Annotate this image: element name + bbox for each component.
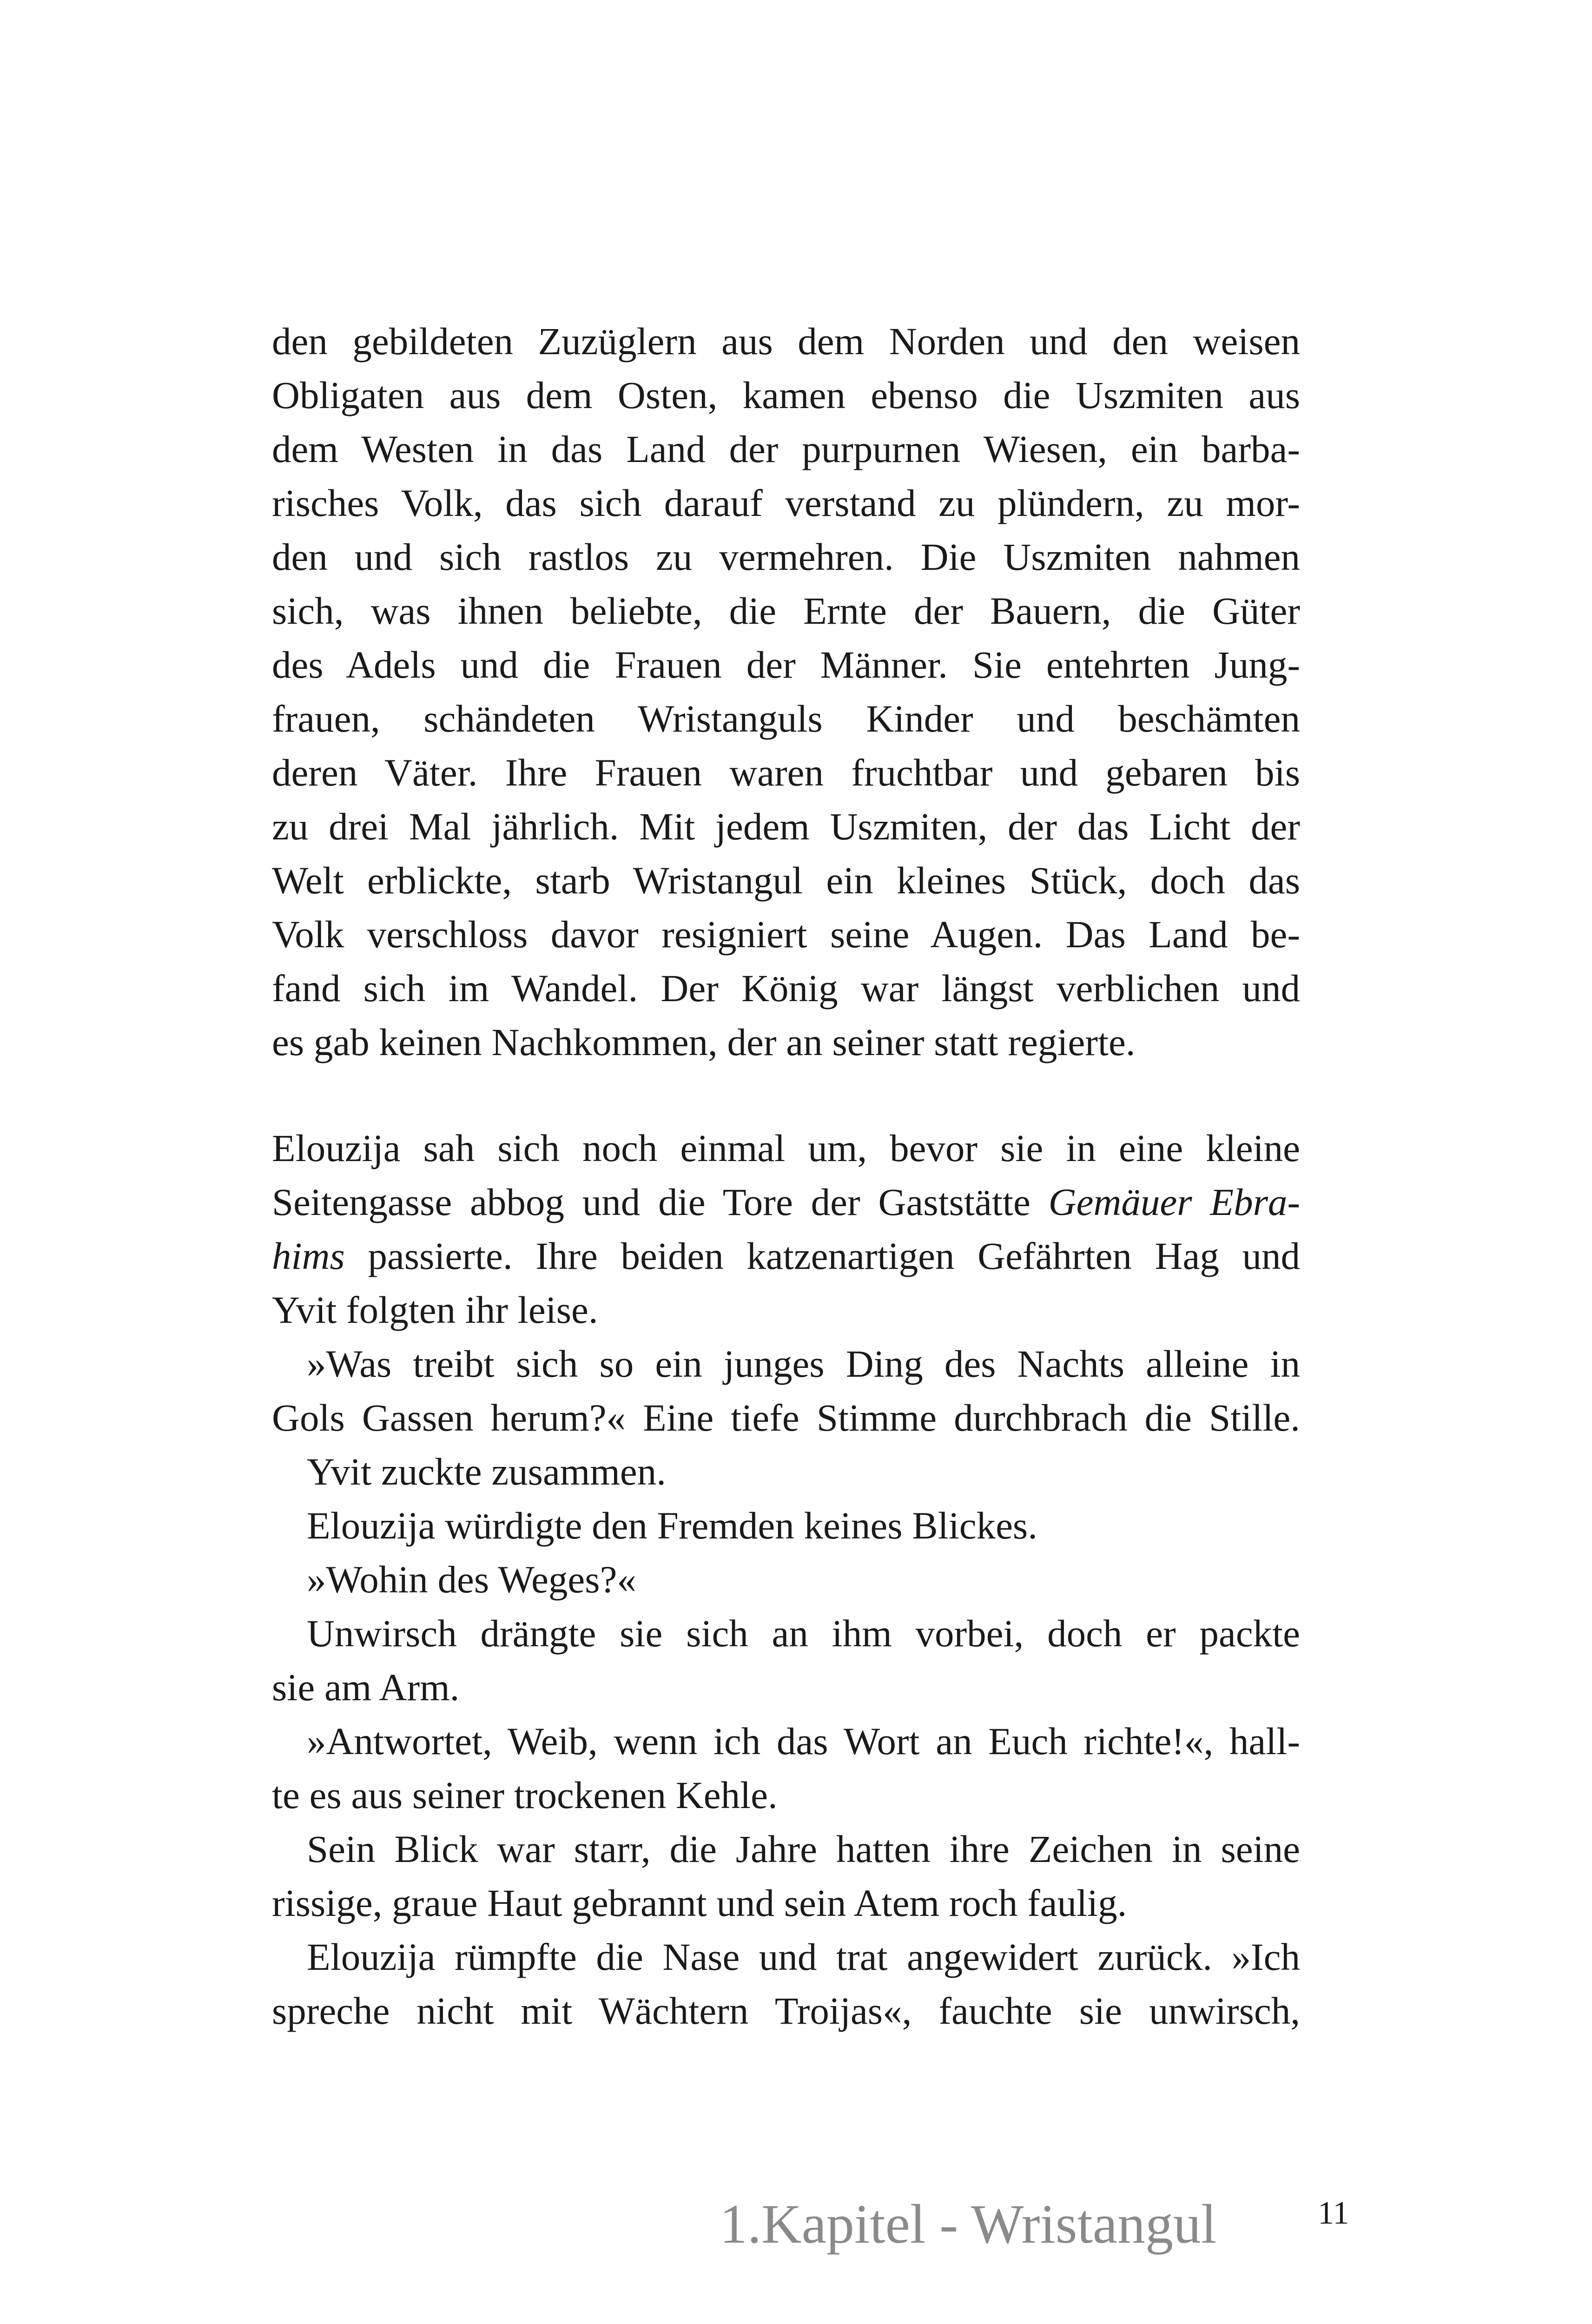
- italic-title: Gemäuer Ebra-: [1048, 1181, 1301, 1223]
- text-line: te es aus seiner trockenen Kehle.: [272, 1774, 778, 1816]
- page-number: 11: [1318, 2195, 1349, 2231]
- paragraph-1: [272, 314, 1300, 1069]
- text-line: Gols Gassen herum?« Eine tiefe Stimme durchbrach die Stille.: [272, 1396, 1300, 1439]
- text-line: zu drei Mal jährlich. Mit jedem Uszmiten, der das Licht der: [272, 805, 1300, 848]
- text-line: frauen, schändeten Wristanguls Kinder und beschämten: [272, 697, 1300, 740]
- text-line: Yvit zuckte zusammen.: [307, 1450, 667, 1493]
- text-line: Obligaten aus dem Osten, kamen ebenso die Uszmiten aus: [272, 374, 1300, 416]
- text-line: deren Väter. Ihre Frauen waren fruchtbar und gebaren bis: [272, 751, 1300, 794]
- text-line: Unwirsch drängte sie sich an ihm vorbei, doch er packte: [307, 1612, 1300, 1655]
- text-line: fand sich im Wandel. Der König war längst verblichen und: [272, 967, 1300, 1010]
- text-line: sich, was ihnen beliebte, die Ernte der Bauern, die Güter: [272, 589, 1300, 632]
- italic-title: hims: [272, 1235, 345, 1277]
- text-line: [272, 1229, 1300, 1283]
- text-segment: passierte. Ihre beiden katzenartigen Gefährten Hag und: [344, 1235, 1300, 1277]
- text-line: risches Volk, das sich darauf verstand zu plündern, zu mor-: [272, 482, 1300, 524]
- text-line: Elouzija würdigte den Fremden keines Blickes.: [307, 1504, 1037, 1547]
- text-segment: Seitengasse abbog und die Tore der Gaststätte: [272, 1181, 1049, 1223]
- text-line: den gebildeten Zuzüglern aus dem Norden und den weisen: [272, 320, 1300, 363]
- text-line: »Was treibt sich so ein junges Ding des Nachts alleine in: [307, 1342, 1300, 1385]
- text-line: Elouzija sah sich noch einmal um, bevor sie in eine kleine: [272, 1127, 1300, 1169]
- text-line: sie am Arm.: [272, 1666, 460, 1709]
- text-line: Yvit folgten ihr leise.: [272, 1288, 598, 1331]
- paragraph-2: [272, 1121, 1300, 2038]
- text-line: spreche nicht mit Wächtern Troijas«, fauchte sie unwirsch,: [272, 1989, 1300, 2032]
- text-line: Volk verschloss davor resigniert seine Augen. Das Land be-: [272, 913, 1300, 956]
- text-line: rissige, graue Haut gebrannt und sein Atem roch faulig.: [272, 1882, 1127, 1924]
- text-line: den und sich rastlos zu vermehren. Die Uszmiten nahmen: [272, 535, 1300, 578]
- text-line: dem Westen in das Land der purpurnen Wiesen, ein barba-: [272, 428, 1300, 470]
- text-line: Welt erblickte, starb Wristangul ein kleines Stück, doch das: [272, 859, 1300, 902]
- text-line: »Antwortet, Weib, wenn ich das Wort an Euch richte!«, hall-: [307, 1720, 1300, 1763]
- chapter-title: 1.Kapitel - Wristangul: [720, 2193, 1217, 2255]
- text-line: des Adels und die Frauen der Männer. Sie entehrten Jung-: [272, 643, 1300, 686]
- text-line: es gab keinen Nachkommen, der an seiner statt regierte.: [272, 1021, 1136, 1063]
- text-line: [272, 1175, 1300, 1229]
- text-line: »Wohin des Weges?«: [307, 1558, 636, 1601]
- text-line: Sein Blick war starr, die Jahre hatten ihre Zeichen in seine: [307, 1828, 1300, 1870]
- text-line: Elouzija rümpfte die Nase und trat angewidert zurück. »Ich: [307, 1935, 1300, 1978]
